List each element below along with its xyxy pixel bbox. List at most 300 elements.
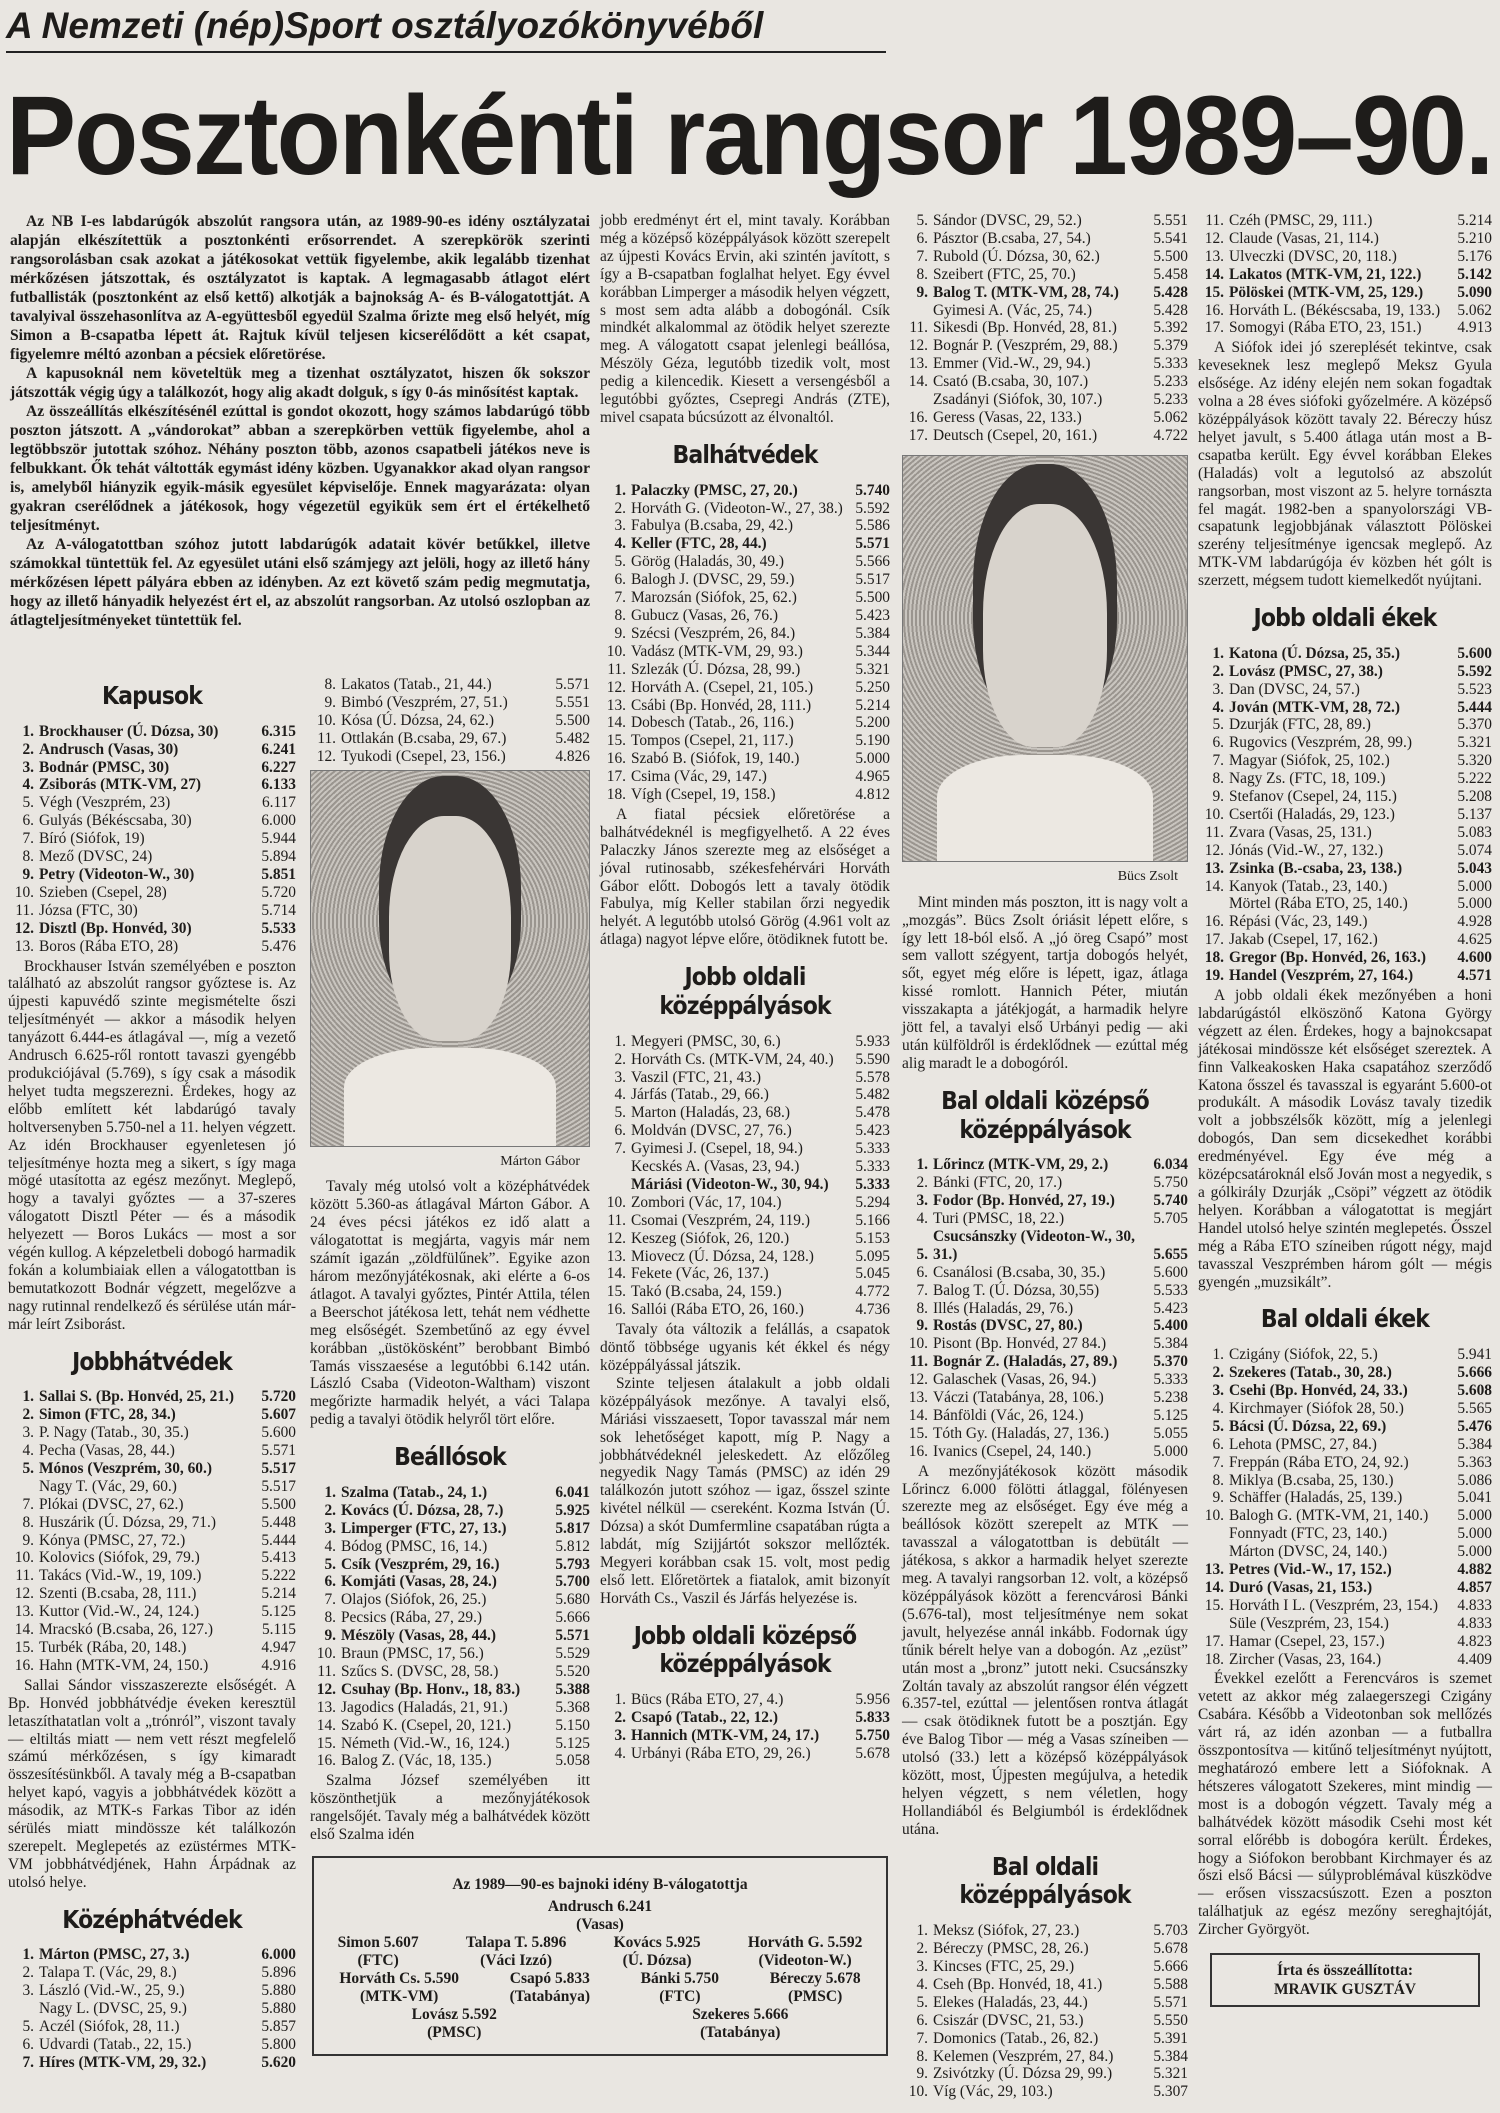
player: Lehota (PMSC, 27, 84.) xyxy=(1229,1435,1377,1453)
ranking-row xyxy=(1198,1454,1492,1472)
average-score: 5.000 xyxy=(855,750,890,768)
average-score: 5.896 xyxy=(261,1964,296,1982)
player: Végh (Veszprém, 23) xyxy=(39,794,171,812)
rank: 8. xyxy=(916,2047,928,2065)
average-score: 5.720 xyxy=(261,1388,296,1406)
average-score: 6.000 xyxy=(261,1946,296,1964)
ranking-row xyxy=(902,248,1188,266)
rank: 15. xyxy=(1204,1596,1224,1614)
rank: 5. xyxy=(916,1245,928,1263)
average-score: 5.333 xyxy=(855,1140,890,1158)
average-score: 5.590 xyxy=(855,1050,890,1068)
ranking-row xyxy=(600,1194,890,1212)
ranking-row xyxy=(1198,266,1492,284)
rank: 2. xyxy=(916,1174,928,1192)
average-score: 5.592 xyxy=(855,499,890,517)
rank: 1. xyxy=(1212,644,1224,662)
ranking-row xyxy=(600,1033,890,1051)
average-score: 5.500 xyxy=(855,589,890,607)
average-score: 5.478 xyxy=(855,1104,890,1122)
b-team-player-club: (FTC) xyxy=(659,1988,701,2005)
rank: 1. xyxy=(916,1922,928,1940)
ranking-list xyxy=(8,1388,296,1675)
ranking-row xyxy=(1198,1597,1492,1615)
player: Miovecz (Ú. Dózsa, 24, 128.) xyxy=(631,1247,814,1265)
ranking-row xyxy=(8,1549,296,1567)
player: Kanyok (Tatab., 23, 140.) xyxy=(1229,877,1388,895)
rank: 16. xyxy=(1204,913,1224,931)
page-title: Posztonkénti rangsor 1989–90. xyxy=(6,73,1493,198)
player: Horváth Cs. (MTK-VM, 24, 40.) xyxy=(631,1050,834,1068)
rank: 5. xyxy=(22,1459,34,1477)
b-team-player-club: (Videoton-W.) xyxy=(758,1952,852,1969)
average-score: 5.222 xyxy=(261,1567,296,1585)
ranking-row xyxy=(1198,949,1492,967)
rank: 4. xyxy=(22,1442,34,1460)
player: Rostás (DVSC, 27, 80.) xyxy=(933,1317,1083,1335)
ranking-row xyxy=(8,866,296,884)
rank: 16. xyxy=(606,750,626,768)
player: Váczi (Tatabánya, 28, 106.) xyxy=(933,1389,1104,1407)
player: Víg (Vác, 29, 103.) xyxy=(933,2083,1053,2101)
rank: 8. xyxy=(916,1299,928,1317)
player: Fekete (Vác, 26, 137.) xyxy=(631,1265,769,1283)
average-score: 5.370 xyxy=(1153,1353,1188,1371)
rank: 11. xyxy=(1205,212,1224,229)
average-score: 4.882 xyxy=(1457,1561,1492,1579)
ranking-row xyxy=(1198,716,1492,734)
section-heading: Bal oldali ékek xyxy=(1260,1304,1430,1334)
average-score: 5.551 xyxy=(1153,212,1188,229)
ranking-row xyxy=(600,1709,890,1727)
player: Zombori (Vác, 17, 104.) xyxy=(631,1193,782,1211)
average-score: 5.666 xyxy=(1153,1958,1188,1975)
ranking-row xyxy=(902,319,1188,337)
ranking-row xyxy=(8,1478,296,1496)
ranking-row xyxy=(310,1538,590,1556)
player: Csehi (Bp. Honvéd, 24, 33.) xyxy=(1229,1381,1408,1399)
ranking-row xyxy=(902,355,1188,373)
rank: 8. xyxy=(916,265,928,283)
player: Zsiborás (MTK-VM, 27) xyxy=(39,776,202,794)
player: Marozsán (Siófok, 25, 62.) xyxy=(631,589,797,607)
article-paragraph: Tavaly óta változik a felállás, a csapatok döntő többsége ugyanis két ékkel és négy középpályással játszik. xyxy=(600,1321,890,1374)
rank: 5. xyxy=(614,553,626,571)
player: Jagodics (Haladás, 21, 91.) xyxy=(341,1698,508,1716)
player: Kecskés A. (Vasas, 23, 94.) xyxy=(631,1158,800,1176)
rank: 14. xyxy=(1204,1578,1224,1596)
ranking-row xyxy=(310,712,590,730)
rank: 7. xyxy=(916,2029,928,2047)
rank: 6. xyxy=(916,1263,928,1281)
rank: 18. xyxy=(1204,1650,1224,1668)
rank: 1. xyxy=(614,481,626,499)
average-score: 5.800 xyxy=(261,2035,296,2053)
ranking-row xyxy=(1198,824,1492,842)
ranking-list xyxy=(310,676,590,766)
player: Domonics (Tatab., 26, 82.) xyxy=(933,2029,1099,2047)
average-score: 5.476 xyxy=(261,937,296,955)
average-score: 5.740 xyxy=(855,481,890,499)
rank: 16. xyxy=(14,1656,34,1674)
rank: 5. xyxy=(324,1555,336,1573)
player: Turbék (Rába, 20, 148.) xyxy=(39,1639,187,1656)
ranking-row xyxy=(600,500,890,518)
ranking-row xyxy=(310,1502,590,1520)
ranking-row xyxy=(8,794,296,812)
player: Petres (Vid.-W., 17, 152.) xyxy=(1229,1561,1392,1579)
average-score: 5.458 xyxy=(1153,265,1188,283)
player: Pecha (Vasas, 28, 44.) xyxy=(39,1442,175,1460)
rank: 15. xyxy=(14,1639,34,1656)
rank: 13. xyxy=(606,696,626,714)
player: Zvara (Vasas, 25, 131.) xyxy=(1229,823,1372,841)
rank: 3. xyxy=(22,758,34,776)
player: Jónás (Vid.-W., 27, 132.) xyxy=(1229,841,1384,859)
average-score: 5.062 xyxy=(1153,408,1188,426)
rank: 4. xyxy=(324,1537,336,1555)
rank: 14. xyxy=(908,373,928,391)
rank: 9. xyxy=(916,1317,928,1335)
player: Szekeres (Tatab., 30, 28.) xyxy=(1229,1364,1392,1382)
ranking-row xyxy=(310,1609,590,1627)
ranking-row xyxy=(1198,1579,1492,1597)
player: Limperger (FTC, 27, 13.) xyxy=(341,1519,507,1537)
rank: 7. xyxy=(614,589,626,607)
average-score: 6.034 xyxy=(1153,1156,1188,1174)
ranking-row xyxy=(600,697,890,715)
ranking-row xyxy=(902,2048,1188,2066)
author-name: MRAVIK GUSZTÁV xyxy=(1273,1981,1417,1999)
rank: 13. xyxy=(908,1389,928,1407)
section-heading: Jobb oldali középpályások xyxy=(659,962,831,1020)
rank: 6. xyxy=(916,229,928,247)
ranking-row xyxy=(902,373,1188,391)
ranking-row xyxy=(1198,1472,1492,1490)
player: Huszárik (Ú. Dózsa, 29, 71.) xyxy=(39,1513,216,1531)
rank: 12. xyxy=(14,1585,34,1603)
rank: 16. xyxy=(1204,301,1224,319)
player: Plókai (DVSC, 27, 62.) xyxy=(39,1495,184,1513)
average-score: 5.933 xyxy=(855,1032,890,1050)
player: Csík (Veszprém, 29, 16.) xyxy=(341,1555,500,1573)
player: Gyimesi J. (Csepel, 18, 94.) xyxy=(631,1140,803,1158)
average-score: 5.321 xyxy=(1153,2065,1188,2083)
ranking-row xyxy=(1198,1615,1492,1633)
ranking-row xyxy=(902,1425,1188,1443)
average-score: 5.166 xyxy=(855,1211,890,1229)
ranking-row xyxy=(1198,699,1492,717)
average-score: 5.391 xyxy=(1153,2029,1188,2047)
rank: 4. xyxy=(916,1975,928,1993)
article-paragraph: Az összeállítás elkészítésénél ezúttal is gondot okozott, hogy számos labdarúgó több poszton játszott. A „vándorokat” abban a szerepkörben vettük figyelembe, ahol a legtöbbször jutottak szóhoz. Néhány poszton több, azonos csapatbeli játékos neve is felbukkant. Ők tehát váltották egymást idény közben. Ugyanakkor akad olyan rangsor is, amelyből hiányzik egyik-másik egyesület képviselője. Ennek magyarázata: olyan gyakran cserélődnek a játékosok, hogy végezetül egyikük sem ért el értékelhető teljesítményt. xyxy=(10,403,590,534)
player: Ottlakán (B.csaba, 29, 67.) xyxy=(341,729,507,747)
average-score: 4.625 xyxy=(1457,931,1492,949)
ranking-row xyxy=(8,1964,296,1982)
average-score: 5.680 xyxy=(555,1591,590,1609)
player: Palaczky (PMSC, 27, 20.) xyxy=(631,481,798,499)
average-score: 5.214 xyxy=(1457,212,1492,229)
average-score: 4.823 xyxy=(1457,1632,1492,1650)
player: Meksz (Siófok, 27, 23.) xyxy=(933,1922,1080,1940)
ranking-row xyxy=(1198,1400,1492,1418)
rank: 2. xyxy=(614,1050,626,1068)
average-score: 5.851 xyxy=(261,866,296,883)
ranking-row xyxy=(1198,284,1492,302)
article-paragraph: Szalma József személyében itt köszönthetjük a mezőnyjátékosok rangelsőjét. Tavaly még a balhátvédek között első Szalma idén xyxy=(310,1772,590,1844)
rank: 12. xyxy=(1204,229,1224,247)
ranking-row xyxy=(1198,913,1492,931)
ranking-row xyxy=(310,1573,590,1591)
ranking-row xyxy=(600,553,890,571)
player: Nagy T. (Vác, 29, 60.) xyxy=(39,1477,177,1495)
player: Kelemen (Veszprém, 27, 84.) xyxy=(933,2047,1114,2065)
average-score: 6.227 xyxy=(261,758,296,776)
ranking-row xyxy=(600,1051,890,1069)
player: P. Nagy (Tatab., 30, 35.) xyxy=(39,1424,189,1442)
rank: 15. xyxy=(606,732,626,750)
player: Szűcs S. (DVSC, 28, 58.) xyxy=(341,1662,499,1680)
rank: 9. xyxy=(22,1531,34,1549)
rank: 16. xyxy=(606,1301,626,1319)
ranking-row xyxy=(8,741,296,759)
article-paragraph: Az NB I-es labdarúgók abszolút rangsora után, az 1989-90-es idény osztályzatai alapján elkészítettük a posztonkénti erősorrendet. A szerepkörök szerinti rangsorolásban csak azokat a játékosokat vettük figyelembe, akik legalább tizenhat mérkőzésen játszottak, és osztályzatot is kaptak. A legmagasabb átlagot elért futballisták (posztonként az első kettő) alkotják a bajnokság A- és B-válogatottját. A tavalyival összehasonlítva az A-együttesből egyedül Szalma őrizte meg első helyét, míg Simon a B-csapatba lépett át. Rajtuk kívül teljesen kicserélődött a két csapat, figyelemre méltó azonban a pécsiek előretörése. xyxy=(10,213,590,363)
rank: 5. xyxy=(22,2018,34,2036)
rank: 4. xyxy=(1212,698,1224,716)
player: Takács (Vid.-W., 19, 109.) xyxy=(39,1567,202,1585)
ranking-row xyxy=(8,1406,296,1424)
average-score: 5.423 xyxy=(855,606,890,624)
player: Balog T. (Ú. Dózsa, 30,55) xyxy=(933,1281,1100,1299)
player: Bánföldi (Vác, 26, 124.) xyxy=(933,1406,1084,1424)
rank: 14. xyxy=(908,1406,928,1424)
average-score: 4.928 xyxy=(1457,913,1492,931)
average-score: 5.333 xyxy=(1153,355,1188,373)
average-score: 5.233 xyxy=(1153,373,1188,391)
ranking-row xyxy=(8,1585,296,1603)
b-team-player-club: (Tatabánya) xyxy=(700,2024,781,2041)
player: Szieben (Csepel, 28) xyxy=(39,883,167,901)
player: Jován (MTK-VM, 28, 72.) xyxy=(1229,698,1400,716)
ranking-row xyxy=(600,750,890,768)
rank: 14. xyxy=(1204,265,1224,283)
average-score: 5.586 xyxy=(855,517,890,535)
ranking-row xyxy=(1198,248,1492,266)
rank: 14. xyxy=(316,1716,336,1734)
player: Lőrincz (MTK-VM, 29, 2.) xyxy=(933,1156,1109,1174)
player: Keszeg (Siófok, 26, 120.) xyxy=(631,1229,790,1247)
b-team-player-name: Csapó 5.833 xyxy=(509,1970,590,1987)
player: Braun (PMSC, 17, 56.) xyxy=(341,1645,484,1663)
rank: 14. xyxy=(14,1621,34,1639)
ranking-row xyxy=(600,482,890,500)
photo-face xyxy=(983,504,1108,747)
ranking-row xyxy=(1198,895,1492,913)
rank: 2. xyxy=(22,740,34,758)
rank: 10. xyxy=(14,883,34,901)
rank: 11. xyxy=(607,660,626,678)
average-score: 5.620 xyxy=(261,2053,296,2071)
player: Hannich (MTK-VM, 24, 17.) xyxy=(631,1727,820,1744)
average-score: 5.000 xyxy=(1457,895,1492,913)
section-heading: Bal oldali középső középpályások xyxy=(941,1085,1149,1144)
rank: 6. xyxy=(614,1122,626,1140)
section-heading: Balhátvédek xyxy=(672,439,818,469)
ranking-row xyxy=(310,748,590,766)
player: Sallai S. (Bp. Honvéd, 25, 21.) xyxy=(39,1388,234,1406)
ranking-row xyxy=(600,571,890,589)
ranking-row xyxy=(8,884,296,902)
b-team-player xyxy=(339,1970,459,2006)
ranking-row xyxy=(8,2036,296,2054)
rank: 11. xyxy=(15,901,34,919)
average-score: 5.142 xyxy=(1457,265,1492,283)
player: Dobesch (Tatab., 26, 116.) xyxy=(631,714,794,732)
ranking-row xyxy=(1198,645,1492,663)
ranking-row xyxy=(1198,212,1492,230)
b-team-player-name: Horváth Cs. 5.590 xyxy=(339,1970,460,1987)
average-score: 5.000 xyxy=(1457,1525,1492,1543)
rank: 19. xyxy=(1204,967,1224,985)
player: Tyukodi (Csepel, 23, 156.) xyxy=(341,747,506,765)
ranking-row xyxy=(8,902,296,920)
rank: 2. xyxy=(1212,1364,1224,1382)
ranking-row xyxy=(1198,1436,1492,1454)
average-score: 5.740 xyxy=(1153,1192,1188,1210)
rank: 5. xyxy=(614,1104,626,1122)
average-score: 5.428 xyxy=(1153,283,1188,301)
player: Urbányi (Rába ETO, 29, 26.) xyxy=(631,1744,811,1762)
average-score: 4.826 xyxy=(555,747,590,765)
ranking-row xyxy=(8,1946,296,1964)
player: Mező (DVSC, 24) xyxy=(39,848,153,866)
ranking-row xyxy=(8,723,296,741)
rank: 10. xyxy=(1204,1507,1224,1525)
rank: 12. xyxy=(14,919,34,937)
player: Ivanics (Csepel, 24, 140.) xyxy=(933,1442,1092,1460)
player: Dzurják (FTC, 28, 89.) xyxy=(1229,716,1371,734)
ranking-row xyxy=(8,1496,296,1514)
player: Claude (Vasas, 21, 114.) xyxy=(1229,229,1379,247)
ranking-row xyxy=(310,694,590,712)
ranking-row xyxy=(310,1627,590,1645)
average-score: 5.833 xyxy=(855,1709,890,1727)
player: Gyimesi A. (Vác, 25, 74.) xyxy=(933,301,1093,319)
player: Mörtel (Rába ETO, 25, 140.) xyxy=(1229,895,1408,913)
b-team-player-club: (PMSC) xyxy=(427,2024,482,2041)
ranking-row xyxy=(1198,842,1492,860)
player: Nagy L. (DVSC, 25, 9.) xyxy=(39,2000,187,2018)
average-score: 5.423 xyxy=(1153,1299,1188,1317)
b-team-player-name: Kovács 5.925 xyxy=(613,1934,701,1951)
player: Pásztor (B.csaba, 27, 54.) xyxy=(933,229,1091,247)
average-score: 5.894 xyxy=(261,848,296,866)
rank: 8. xyxy=(22,848,34,866)
ranking-row xyxy=(8,1460,296,1478)
rank: 13. xyxy=(908,355,928,373)
average-score: 6.315 xyxy=(261,722,296,740)
player: Vadász (MTK-VM, 29, 93.) xyxy=(631,642,803,660)
ranking-row xyxy=(1198,1489,1492,1507)
average-score: 5.233 xyxy=(1153,391,1188,409)
ranking-row xyxy=(902,409,1188,427)
column-4 xyxy=(902,212,1188,2103)
player: Bognár Z. (Haladás, 27, 89.) xyxy=(933,1353,1118,1371)
b-team-player xyxy=(614,1934,701,1970)
player: Sándor (DVSC, 29, 52.) xyxy=(933,212,1082,229)
average-score: 5.571 xyxy=(555,676,590,693)
average-score: 5.214 xyxy=(855,696,890,714)
player: Csapó (Tatab., 22, 12.) xyxy=(631,1709,778,1727)
ranking-row xyxy=(600,589,890,607)
average-score: 5.307 xyxy=(1153,2083,1188,2101)
player: Híres (MTK-VM, 29, 32.) xyxy=(39,2053,207,2071)
player: Schäffer (Haladás, 25, 139.) xyxy=(1229,1489,1403,1507)
player: Takó (B.csaba, 24, 159.) xyxy=(631,1283,782,1301)
b-team-player-name: Horváth G. 5.592 xyxy=(747,1934,863,1951)
ranking-row xyxy=(1198,1346,1492,1364)
rank: 11. xyxy=(1205,823,1224,841)
ranking-row xyxy=(1198,860,1492,878)
average-score: 5.812 xyxy=(555,1537,590,1555)
average-score: 5.190 xyxy=(855,732,890,750)
player: Bódog (PMSC, 16, 14.) xyxy=(341,1537,488,1555)
average-score: 5.392 xyxy=(1153,319,1188,337)
rank: 2. xyxy=(22,1964,34,1982)
average-score: 4.812 xyxy=(855,786,890,804)
player: Geress (Vasas, 22, 133.) xyxy=(933,408,1082,426)
b-team-player-club: (Ú. Dózsa) xyxy=(622,1952,692,1969)
rank: 3. xyxy=(22,1982,34,2000)
player: Moldván (DVSC, 27, 76.) xyxy=(631,1122,792,1140)
article-paragraph: A Siófok idei jó szereplését tekintve, csak keveseknek lesz meglepő Meksz Gyula elsősége. Az idény elején nem sokan fogadtak volna a 28 éves siófoki győzelmére. A középső középpályások között tavaly 22. Béreczy húsz helyet javult, s 5.400 átlaga után most a B-csapatba került. Egy évvel korábban Elekes (Haladás) volt a legutolsó az abszolút rangsorban, most viszont az 5. helyre tornászta fel magát. 1982-ben a spanyolországi VB-csapatunk legjobbjának választott Pölöskei szerény teljesítménye igencsak meglepő. Az MTK-VM labdarúgója év közben hét gólt is szerzett, mégsem tudott kiemelkedőt nyújtani. xyxy=(1198,339,1492,590)
average-score: 5.588 xyxy=(1153,1975,1188,1993)
player: Márton (PMSC, 27, 3.) xyxy=(39,1946,190,1964)
average-score: 5.000 xyxy=(1457,1507,1492,1525)
player: Bücs (Rába ETO, 27, 4.) xyxy=(631,1691,784,1709)
average-score: 4.965 xyxy=(855,768,890,786)
ranking-row xyxy=(1198,302,1492,320)
player: Hamar (Csepel, 23, 157.) xyxy=(1229,1632,1385,1650)
player: Horváth G. (Videoton-W., 27, 38.) xyxy=(631,499,843,517)
average-score: 5.703 xyxy=(1153,1922,1188,1940)
ranking-row xyxy=(600,1727,890,1745)
average-score: 5.517 xyxy=(855,571,890,589)
photo-shoulders xyxy=(937,755,1153,860)
average-score: 4.947 xyxy=(261,1639,296,1656)
player: Illés (Haladás, 29, 76.) xyxy=(933,1299,1074,1317)
rank: 7. xyxy=(916,1281,928,1299)
average-score: 5.379 xyxy=(1153,337,1188,355)
ranking-row xyxy=(8,2018,296,2036)
average-score: 5.384 xyxy=(1153,1335,1188,1353)
ranking-row xyxy=(1198,681,1492,699)
ranking-row xyxy=(902,1353,1188,1371)
average-score: 5.500 xyxy=(555,711,590,729)
rank: 6. xyxy=(1212,1435,1224,1453)
average-score: 5.083 xyxy=(1457,823,1492,841)
player: Miklya (B.csaba, 25, 130.) xyxy=(1229,1471,1394,1489)
average-score: 5.000 xyxy=(1457,1543,1492,1561)
player: Jakab (Csepel, 17, 162.) xyxy=(1229,931,1378,949)
average-score: 4.833 xyxy=(1457,1614,1492,1632)
b-team-player-club: (Vasas) xyxy=(576,1916,624,1933)
average-score: 4.772 xyxy=(855,1283,890,1301)
rank: 9. xyxy=(916,2065,928,2083)
ranking-row xyxy=(902,1407,1188,1425)
rank: 4. xyxy=(1212,1399,1224,1417)
ranking-row xyxy=(902,266,1188,284)
